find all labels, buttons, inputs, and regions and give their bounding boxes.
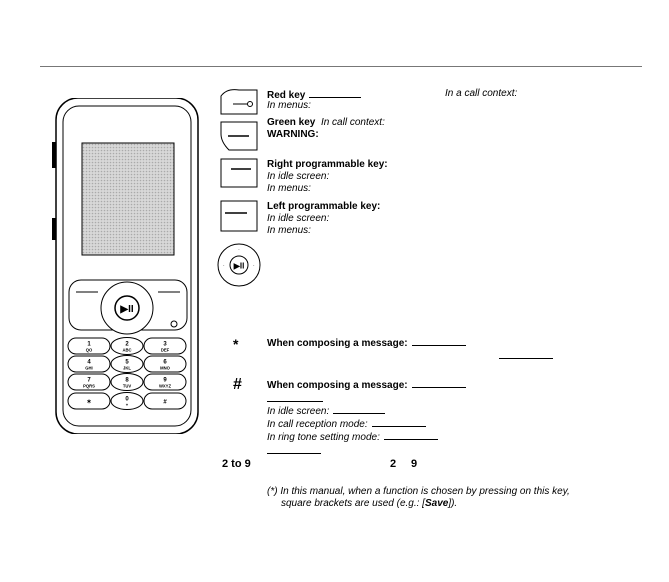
hash-key-ring-tone: In ring tone setting mode:: [267, 430, 438, 444]
left-key-idle: In idle screen:: [267, 213, 330, 224]
digits-range-label: 2 to 9: [222, 458, 251, 470]
right-key-idle: In idle screen:: [267, 171, 330, 182]
svg-text:5: 5: [125, 359, 129, 366]
hash-key-call-reception: In call reception mode:: [267, 417, 426, 431]
keypad-key-3: [144, 338, 186, 354]
svg-text:PQRS: PQRS: [83, 383, 95, 389]
svg-text:·: ·: [223, 263, 225, 269]
keypad-key-11: [111, 393, 143, 410]
phone-illustration: [52, 98, 202, 434]
red-key-title: Red key: [267, 88, 361, 102]
svg-text:WXYZ: WXYZ: [158, 383, 172, 389]
green-key-line: Green key In call context:: [267, 117, 385, 128]
svg-text:9: 9: [163, 377, 167, 384]
blank-line: [499, 358, 553, 359]
left-programmable-key-icon: [219, 199, 259, 233]
right-programmable-key-icon: [219, 157, 259, 189]
svg-text:#: #: [163, 399, 167, 406]
keypad-key-9: [144, 374, 186, 390]
green-key-icon: [219, 120, 259, 152]
svg-text:✶: ✶: [86, 399, 92, 406]
star-key-label: When composing a message:: [267, 336, 466, 350]
keypad-key-4: [68, 356, 110, 372]
keypad-key-6: [144, 356, 186, 372]
green-key-warning: WARNING:: [267, 129, 319, 140]
footnote-line-1: (*) In this manual, when a function is chosen by pressing on this key,: [267, 486, 570, 497]
svg-text:QO: QO: [85, 347, 93, 353]
svg-text:+: +: [125, 402, 129, 408]
svg-text:MNO: MNO: [160, 365, 170, 371]
svg-text:3: 3: [163, 341, 167, 348]
svg-text:6: 6: [163, 359, 167, 366]
svg-text:▶II: ▶II: [233, 261, 245, 271]
left-key-title: Left programmable key:: [267, 201, 381, 212]
digit-to: 9: [411, 458, 418, 470]
svg-text:▶II: ▶II: [120, 304, 134, 315]
hash-key-idle: In idle screen:: [267, 404, 385, 418]
red-key-icon: [219, 86, 259, 116]
keypad-key-1: [68, 338, 110, 354]
svg-text:TUV: TUV: [122, 383, 132, 389]
keypad-key-10: [68, 393, 110, 409]
left-key-menus: In menus:: [267, 225, 311, 236]
footnote-line-2: square brackets are used (e.g.: [Save]).: [281, 498, 458, 509]
svg-text:JKL: JKL: [123, 365, 131, 371]
svg-text:·: ·: [238, 247, 240, 253]
svg-text:·: ·: [253, 263, 255, 269]
blank-line: [267, 401, 323, 402]
keypad: [68, 338, 186, 410]
header-rule: [40, 66, 642, 67]
svg-text:4: 4: [87, 359, 91, 366]
svg-text:ABC: ABC: [122, 347, 132, 353]
blank-line: [267, 453, 321, 454]
right-key-menus: In menus:: [267, 183, 311, 194]
svg-text:1: 1: [87, 341, 91, 348]
svg-text:GHI: GHI: [85, 365, 93, 371]
svg-text:DEF: DEF: [160, 347, 170, 353]
hash-key-label: When composing a message:: [267, 378, 466, 392]
svg-text:2: 2: [125, 341, 129, 348]
keypad-key-5: [111, 356, 143, 373]
keypad-key-12: [144, 393, 186, 409]
footnote: [267, 486, 570, 510]
navigation-key-icon: [216, 242, 262, 288]
red-key-menus: In menus:: [267, 100, 311, 111]
star-key-symbol: *: [233, 336, 239, 352]
right-key-title: Right programmable key:: [267, 159, 388, 170]
keypad-key-8: [111, 374, 143, 391]
svg-text:7: 7: [87, 377, 91, 384]
svg-text:0: 0: [125, 396, 129, 403]
svg-text:8: 8: [125, 377, 129, 384]
red-key-context: In a call context:: [445, 88, 518, 99]
keypad-key-2: [111, 338, 143, 355]
digit-from: 2: [390, 458, 397, 470]
hash-key-symbol: #: [233, 376, 242, 393]
keypad-key-7: [68, 374, 110, 390]
